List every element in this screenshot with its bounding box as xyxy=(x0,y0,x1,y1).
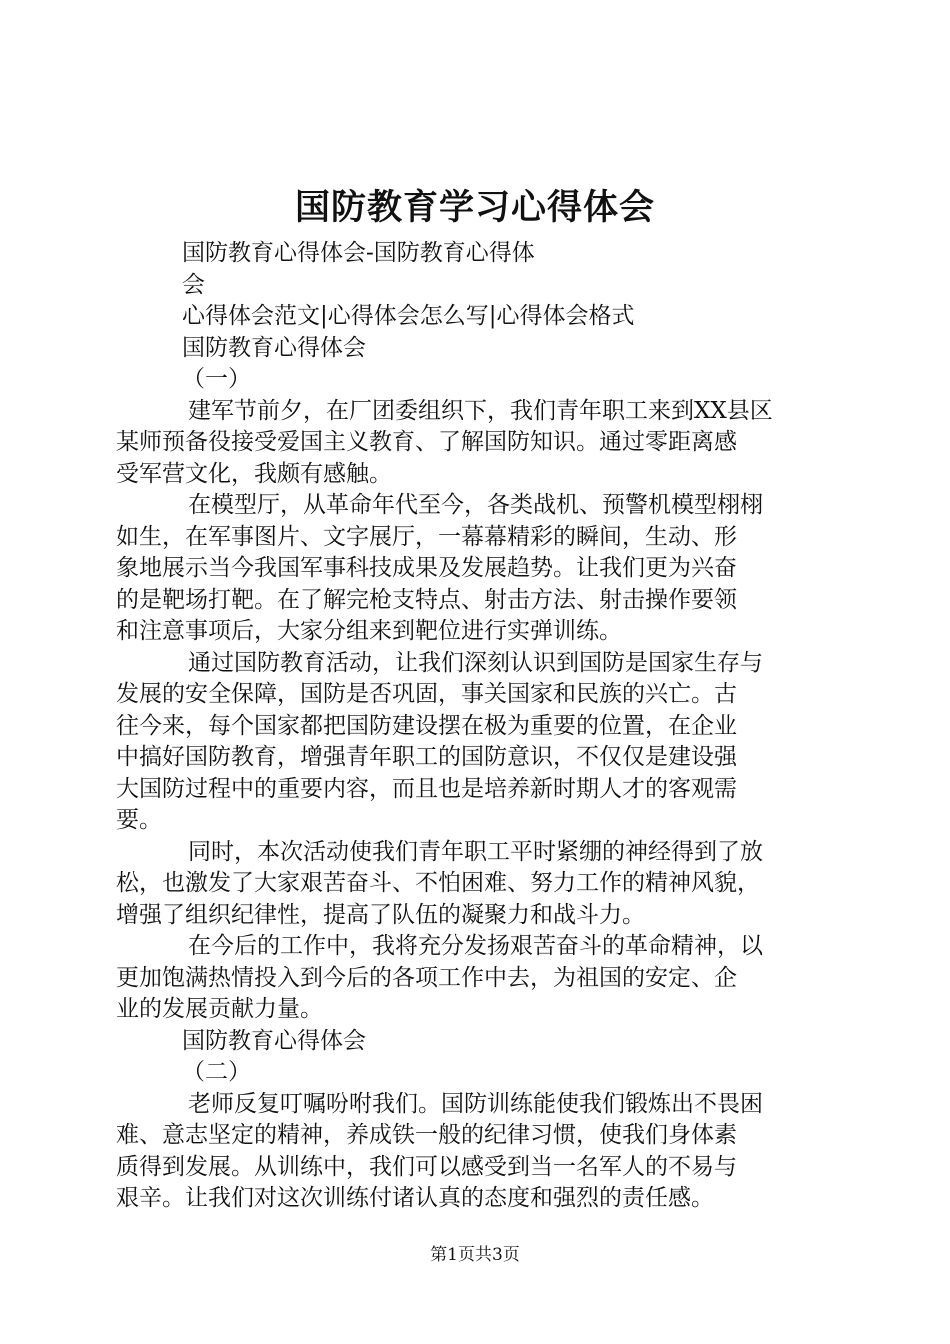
text-line: （一） xyxy=(182,366,251,392)
text-line: 在模型厅，从革命年代至今，各类战机、预警机模型栩栩 xyxy=(188,492,763,518)
text-line: 某师预备役接受爱国主义教育、了解国防知识。通过零距离感 xyxy=(116,429,737,455)
text-line: 会 xyxy=(182,271,205,298)
text-line: 如生，在军事图片、文字展厅，一幕幕精彩的瞬间，生动、形 xyxy=(116,523,737,550)
text-line: 老师反复叮嘱吩咐我们。国防训练能使我们锻炼出不畏困 xyxy=(188,1090,763,1117)
text-line: 通过国防教育活动，让我们深刻认识到国防是国家生存与 xyxy=(188,649,763,676)
text-line: 国防教育心得体会 xyxy=(182,334,366,361)
text-line: 中搞好国防教育，增强青年职工的国防意识，不仅仅是建设强 xyxy=(116,744,737,770)
text-line: 质得到发展。从训练中，我们可以感受到当一名军人的不易与 xyxy=(116,1153,737,1180)
text-line: 受军营文化，我颇有感触。 xyxy=(116,460,392,487)
text-line: 难、意志坚定的精神，养成铁一般的纪律习惯，使我们身体素 xyxy=(116,1122,737,1148)
text-line: 在今后的工作中，我将充分发扬艰苦奋斗的革命精神，以 xyxy=(188,933,763,959)
text-line: （二） xyxy=(182,1059,251,1085)
text-line: 心得体会范文|心得体会怎么写|心得体会格式 xyxy=(182,303,635,329)
text-line: 同时，本次活动使我们青年职工平时紧绷的神经得到了放 xyxy=(188,838,763,865)
text-line: 建军节前夕，在厂团委组织下，我们青年职工来到XX县区 xyxy=(188,397,773,424)
text-line: 的是靶场打靶。在了解完枪支特点、射击方法、射击操作要领 xyxy=(116,586,737,613)
text-line: 和注意事项后，大家分组来到靶位进行实弹训练。 xyxy=(116,618,622,644)
text-line: 业的发展贡献力量。 xyxy=(116,996,323,1022)
page-number: 第1页 xyxy=(430,1245,475,1265)
page-total: 共3页 xyxy=(475,1245,520,1265)
text-line: 往今来，每个国家都把国防建设摆在极为重要的位置，在企业 xyxy=(116,712,737,739)
text-line: 大国防过程中的重要内容，而且也是培养新时期人才的客观需 xyxy=(116,775,737,802)
text-line: 松，也激发了大家艰苦奋斗、不怕困难、努力工作的精神风貌， xyxy=(116,870,760,896)
text-line: 国防教育心得体会-国防教育心得体 xyxy=(182,240,535,266)
document-body xyxy=(116,238,838,1215)
text-line: 要。 xyxy=(116,807,162,833)
text-line: 艰辛。让我们对这次训练付诸认真的态度和强烈的责任感。 xyxy=(116,1185,714,1211)
page-footer xyxy=(0,1243,950,1267)
text-line: 象地展示当今我国军事科技成果及发展趋势。让我们更为兴奋 xyxy=(116,555,737,581)
document-title: 国防教育学习心得体会 xyxy=(294,187,655,228)
text-line: 更加饱满热情投入到今后的各项工作中去，为祖国的安定、企 xyxy=(116,964,737,991)
text-line: 增强了组织纪律性，提高了队伍的凝聚力和战斗力。 xyxy=(116,901,645,928)
text-line: 发展的安全保障，国防是否巩固，事关国家和民族的兴亡。古 xyxy=(116,681,737,707)
text-line: 国防教育心得体会 xyxy=(182,1027,366,1054)
